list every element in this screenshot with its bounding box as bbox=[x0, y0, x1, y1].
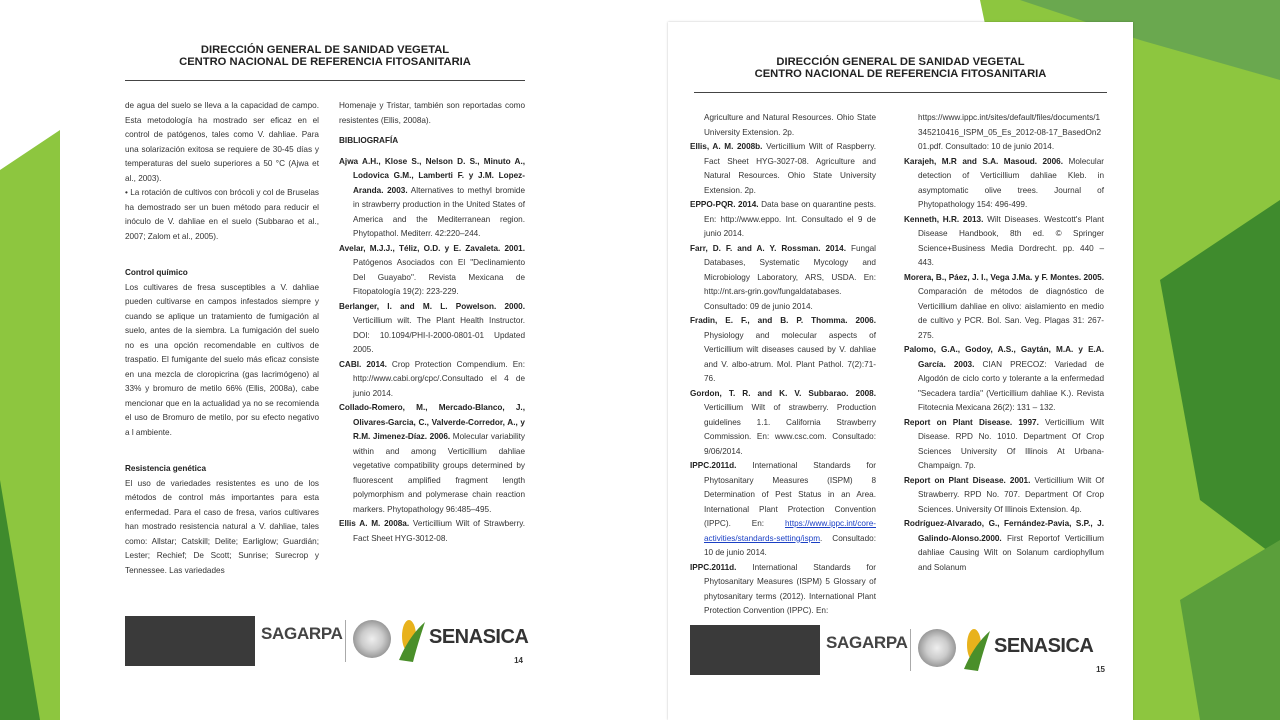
reference-item: Ellis A. M. 2008a. Verticillium Wilt of Strawberry. Fact Sheet HYG-3012-08. bbox=[339, 519, 525, 543]
sagarpa-logo: SAGARPA bbox=[826, 633, 908, 652]
section-heading: Control químico bbox=[125, 268, 188, 277]
page-number: 14 bbox=[514, 656, 523, 665]
header-line-1: DIRECCIÓN GENERAL DE SANIDAD VEGETAL bbox=[200, 44, 450, 56]
reference-item: Karajeh, M.R and S.A. Masoud. 2006. Molecular detection of Verticillium dahliae Kleb. in asymptomatic olive trees. Journal of Phytopathology 154: 496-499. bbox=[904, 156, 1104, 209]
reference-item: IPPC.2011d. International Standards for Phytosanitary Measures (ISPM) 5 Glossary of phytosanitary terms (2012). International Plant Protection Convention (IPPC). En: bbox=[690, 562, 876, 615]
sagarpa-logo: SAGARPA bbox=[261, 624, 343, 643]
left-column bbox=[690, 111, 876, 619]
paragraph: Los cultivares de fresa susceptibles a V. dahliae pueden cultivarse en campos infestados siempre y cuando se aplique un tratamiento de fumigación al suelo, antes de la siembra. La fumigación del suelo no es una opción recomendable en cultivos de traspatio. El fumigante del suelo más eficaz consiste en una mezcla de cloropicrina (gas lacrimógeno) al 33% y bromuro de metilo 66% (Ellis, 2008a), cabe mencionar que en la actualidad ya no se recomienda el uso de Bromuro de metilo, por su efecto negativo a l ambiente. bbox=[125, 282, 319, 437]
bibliography-heading: BIBLIOGRAFÍA bbox=[339, 136, 399, 145]
header-line-2: CENTRO NACIONAL DE REFERENCIA FITOSANITARIA bbox=[179, 56, 471, 68]
reference-item: Rodríguez-Alvarado, G., Fernández-Pavia, S.P., J. Galindo-Alonso.2000. First Reportof Verticillium dahliae Causing Wilt on Solanum cardiophyllum and Solanum bbox=[904, 519, 1104, 572]
corn-logo-icon bbox=[960, 625, 994, 673]
reference-item: Report on Plant Disease. 2001. Verticillium Wilt Of Strawberry. RPD No. 707. Department Of Crop Sciences. University Of Illinois Extension. 4p. bbox=[904, 475, 1105, 514]
document-page-15 bbox=[668, 22, 1133, 720]
reference-item: Report on Plant Disease. 1997. Verticillium Wilt Disease. RPD No. 1010. Department Of Crop Sciences University Of Illinois At Urbana-Champaign. 7p. bbox=[904, 417, 1104, 470]
reference-continuation: https://www.ippc.int/sites/default/files/documents/1345210416_ISPM_05_Es_2012-08-17_BasedOn201.pdf. Consultado: 10 de junio 2014. bbox=[918, 113, 1101, 151]
header-line-2: CENTRO NACIONAL DE REFERENCIA FITOSANITARIA bbox=[754, 68, 1047, 80]
paragraph: • La rotación de cultivos con brócoli y col de Bruselas ha demostrado ser un buen método para reducir el inóculo de V. dahliae en el suelo (Subbarao et al., 2007; Zalom et al., 2005). bbox=[125, 188, 319, 241]
document-page-14 bbox=[95, 18, 555, 720]
reference-item: Collado-Romero, M., Mercado-Blanco, J., Olivares-Garcia, C., Valverde-Corredor, A., y R.M. Jimenez-Díaz. 2006. Molecular variability within and among Verticillium dahliae vegetative compatibility groups determined by fluorescent amplified fragment length polymorphism and polymerase chain reaction markers. Phytopathology 96:485–495. bbox=[339, 403, 526, 514]
mexico-seal-icon bbox=[918, 629, 956, 667]
right-column bbox=[339, 99, 525, 546]
mexico-seal-icon bbox=[353, 620, 391, 658]
paragraph: El uso de variedades resistentes es uno de los métodos de control más importantes para esta enfermedad. Para el caso de fresa, varios cultivares han mostrado resistencia natural a V. dahliae, tales como: Allstar; Catskill; Delite; Earliglow; Guardián; Lester; Rechief; De Scott; Sunrise; Surecrop y Tennessee. Las variedades bbox=[125, 478, 319, 575]
header-rule bbox=[694, 92, 1107, 93]
reference-item: Ajwa A.H., Klose S., Nelson D. S., Minuto A., Lodovica G.M., Lamberti F. y J.M. Lopez-Aranda. 2003. Alternatives to methyl bromide in strawberry production in the United States of America and the Mediterranean region. Phytopathol. Mediterr. 42:220–244. bbox=[339, 156, 525, 238]
reference-item: Kenneth, H.R. 2013. Wilt Diseases. Westcott's Plant Disease Handbook, 8th ed. © Springer Science+Business Media Dordrecht. pp. 440 – 443. bbox=[904, 214, 1104, 267]
reference-item: CABI. 2014. Crop Protection Compendium. En: http://www.cabi.org/cpc/.Consultado el 4 de junio 2014. bbox=[339, 359, 526, 398]
paragraph: Homenaje y Tristar, también son reportadas como resistentes (Ellis, 2008a). bbox=[339, 101, 525, 125]
reference-item: IPPC.2011d. International Standards for Phytosanitary Measures (ISPM) 8 Determination of Pest Status in an Area. International Plant Protection Convention (IPPC). En: https://www.ippc.int/core-activities/standards-setting/ispm. Consultado: 10 de junio 2014. bbox=[690, 461, 876, 557]
reference-item: Gordon, T. R. and K. V. Subbarao. 2008. Verticillium Wilt of strawberry. Production guidelines 1.1. California Strawberry Commission. En: www.csc.com. Consultado: 9/06/2014. bbox=[690, 388, 876, 456]
senasica-logo: SENASICA bbox=[429, 626, 529, 648]
reference-list bbox=[339, 155, 525, 547]
reference-continuation: Agriculture and Natural Resources. Ohio State University Extension. 2p. bbox=[704, 113, 876, 137]
reference-item: Farr, D. F. and A. Y. Rossman. 2014. Fungal Databases, Systematic Mycology and Microbiology Laboratory, ARS, USDA. En: http://nt.ars-grin.gov/fungaldatabases. Consultado: 09 de junio 2014. bbox=[690, 243, 876, 311]
section-heading: Resistencia genética bbox=[125, 464, 207, 473]
page-footer bbox=[125, 616, 529, 668]
reference-item: Avelar, M.J.J., Téliz, O.D. y E. Zavaleta. 2001. Patógenos Asociados con El "Declinamiento Del Guayabo". Revista Mexicana de Fitopatología 19(2): 223-229. bbox=[339, 243, 525, 296]
page-footer bbox=[690, 625, 1107, 677]
reference-item: Palomo, G.A., Godoy, A.S., Gaytán, M.A. y E.A. García. 2003. CIAN PRECOZ: Variedad de Algodón de ciclo corto y tolerante a la enfermedad "Secadera tardía" (Verticillium dahliae K.). Revista Fitotecnia Mexicana 26(2): 131 – 132. bbox=[904, 345, 1104, 412]
left-column bbox=[125, 99, 319, 578]
senasica-logo: SENASICA bbox=[994, 635, 1094, 657]
page-header bbox=[668, 56, 1133, 80]
page-header bbox=[95, 44, 555, 68]
footer-divider bbox=[910, 629, 911, 671]
reference-item: Morera, B., Páez, J. I., Vega J.Ma. y F. Montes. 2005. Comparación de métodos de diagnóstico de Verticillium dahliae en olivo: aislamiento en medio de cultivo y PCR. Bol. San. Veg. Plagas 31: 267-275. bbox=[904, 272, 1104, 340]
corn-logo-icon bbox=[395, 616, 429, 664]
page-number: 15 bbox=[1096, 665, 1105, 674]
paragraph: de agua del suelo se lleva a la capacidad de campo. Esta metodología ha mostrado ser eficaz en el control de patógenos, tales como V. dahliae. Para una solarización exitosa se requiere de 30-45 días y temperaturas del suelo superiores a 50 °C (Ajwa et al., 2003). bbox=[125, 101, 319, 183]
right-column bbox=[904, 111, 1104, 575]
reference-item: Berlanger, I. and M. L. Powelson. 2000. Verticillium wilt. The Plant Health Instructor. DOI: 10.1094/PHI-I-2000-0801-01 Updated 2005. bbox=[339, 301, 525, 354]
header-line-1: DIRECCIÓN GENERAL DE SANIDAD VEGETAL bbox=[776, 56, 1025, 68]
header-rule bbox=[125, 80, 525, 81]
reference-item: Ellis, A. M. 2008b. Verticillium Wilt of Raspberry. Fact Sheet HYG-3027-08. Agriculture and Natural Resources. Ohio State University Extension. 2p. bbox=[690, 142, 876, 195]
ippc-link[interactable]: https://www.ippc.int/core-activities/standards-setting/ispm bbox=[704, 519, 876, 543]
footer-contact-box bbox=[125, 616, 255, 666]
footer-divider bbox=[345, 620, 346, 662]
reference-item: EPPO-PQR. 2014. Data base on quarantine pests. En: http://www.eppo. Int. Consultado el 9 de junio 2014. bbox=[690, 200, 876, 238]
reference-item: Fradin, E. F., and B. P. Thomma. 2006. Physiology and molecular aspects of Verticillium wilt diseases caused by V. dahliae and V. albo-atrum. Mol. Plant Pathol. 7(2):71-76. bbox=[690, 316, 876, 383]
footer-contact-box bbox=[690, 625, 820, 675]
